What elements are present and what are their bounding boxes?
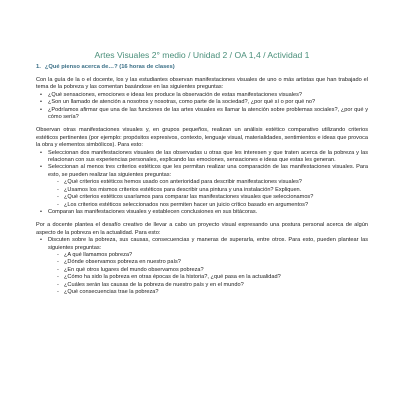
poverty-questions (48, 252, 368, 296)
document-title: Artes Visuales 2° medio / Unidad 2 / OA 1,4 / Actividad 1 (94, 50, 310, 60)
list-item: - ¿Cuáles serán las causas de la pobreza de nuestro país y en el mundo? (64, 282, 368, 289)
list-item-text: Seleccionan al menos tres criterios estéticos que les permitan realizar una comparación de las manifestaciones visuales. Para esto, se pueden realizar las siguientes preguntas: (48, 164, 368, 178)
list-item: - ¿Qué criterios estéticos usaríamos para comparar las manifestaciones visuales que seleccionamos? (64, 194, 368, 201)
list-item: - ¿A qué llamamos pobreza? (64, 252, 368, 259)
intro-paragraph: Con la guía de la o el docente, los y las estudiantes observan manifestaciones visuales de uno o más artistas que han trabajado el tema de la pobreza y las comentan basándose en las siguientes preguntas: (36, 77, 368, 91)
list-item: - ¿Qué consecuencias trae la pobreza? (64, 289, 368, 296)
list-item: - ¿Cómo ha sido la pobreza en otras épocas de la historia?, ¿qué pasa en la actualidad? (64, 274, 368, 281)
analysis-steps (36, 150, 368, 217)
list-item: - ¿En qué otros lugares del mundo observamos pobreza? (64, 267, 368, 274)
section-heading (36, 63, 368, 71)
list-item-text: Discuten sobre la pobreza, sus causas, consecuencias y maneras de superarla, entre otros. Para esto, pueden plantear las siguientes preguntas: (48, 237, 368, 251)
list-item (48, 164, 368, 208)
list-item: - ¿Usamos los mismos criterios estéticos para describir una pintura y una instalación? Expliquen. (64, 187, 368, 194)
list-item: • ¿Son un llamado de atención a nosotros y nosotras, como parte de la sociedad?, ¿por qué sí o por qué no? (48, 99, 368, 106)
list-item: • ¿Podríamos afirmar que una de las funciones de las artes visuales es llamar la atención sobre problemas sociales?, ¿por qué y cómo sería? (48, 107, 368, 122)
list-item: • Comparan las manifestaciones visuales y establecen conclusiones en sus bitácoras. (48, 209, 368, 216)
criteria-questions (48, 179, 368, 209)
list-item: - ¿Qué criterios estéticos hemos usado con anterioridad para describir manifestaciones visuales? (64, 179, 368, 186)
intro-questions (36, 92, 368, 122)
project-steps (36, 237, 368, 296)
section-number: 1. (36, 64, 41, 70)
list-item: • Seleccionan dos manifestaciones visuales de las observadas u otras que les interesen y que traten acerca de la pobreza y las relacionan con sus experiencias personales, explicando las emociones, sensaciones e ideas que estas les generan. (48, 150, 368, 165)
list-item (48, 237, 368, 296)
analysis-paragraph: Observan otras manifestaciones visuales y, en grupos pequeños, realizan un análisis estético comparativo utilizando criterios estéticos pertinentes (por ejemplo: propósitos expresivos, contexto, lenguaje visual, materialidades, sentimientos e ideas que provoca la obra y elementos simbólicos). Para esto: (36, 127, 368, 149)
list-item: - ¿Dónde observamos pobreza en nuestro país? (64, 259, 368, 266)
list-item: - ¿Los criterios estéticos seleccionados nos permiten hacer un juicio crítico basado en argumentos? (64, 202, 368, 209)
section-title: ¿Qué pienso acerca de…? (16 horas de clases) (44, 64, 175, 70)
list-item: • ¿Qué sensaciones, emociones e ideas les produce la observación de estas manifestaciones visuales? (48, 92, 368, 99)
project-paragraph: Por a docente plantea el desafío creativo de llevar a cabo un proyecto visual expresando una postura personal acerca de algún aspecto de la pobreza en la actualidad. Para esto: (36, 222, 368, 236)
